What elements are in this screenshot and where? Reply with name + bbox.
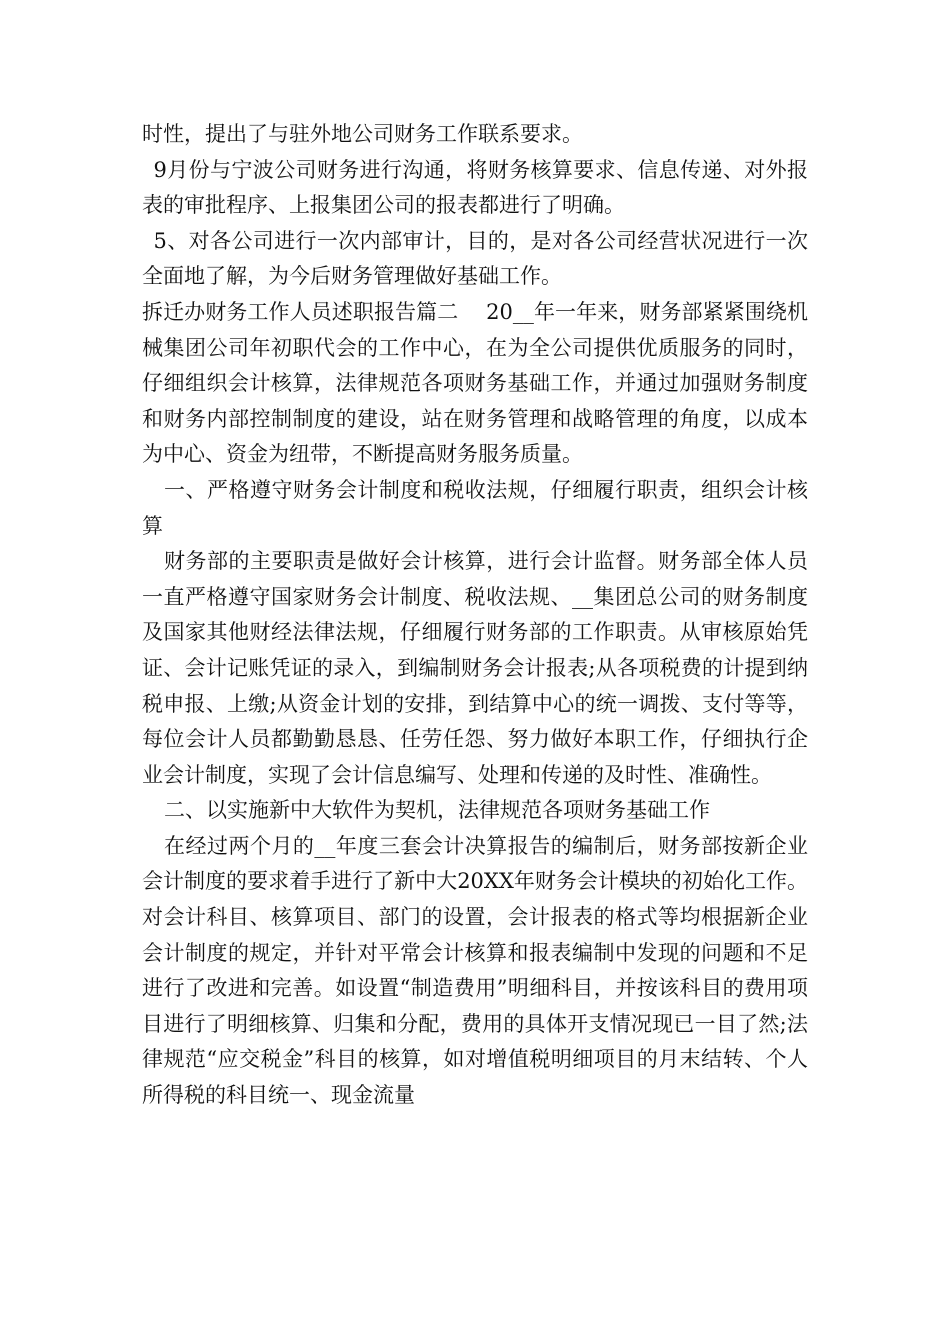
paragraph-7-heading-two: 二、以实施新中大软件为契机，法律规范各项财务基础工作	[164, 798, 711, 823]
paragraph-6: 财务部的主要职责是做好会计核算，进行会计监督。财务部全体人员一直严格遵守国家财务会计制度、税收法规、__集团总公司的财务制度及国家其他财经法律法规，仔细履行财务部的工作职责。从审核原始凭证、会计记账凭证的录入，到编制财务会计报表;从各项税费的计提到纳税申报、上缴;从资金计划的安排，到结算中心的统一调拨、支付等等，每位会计人员都勤勤恳恳、任劳任怨、努力做好本职工作，仔细执行企业会计制度，实现了会计信息编写、处理和传递的及时性、准确性。	[142, 549, 808, 787]
paragraph-1: 时性，提出了与驻外地公司财务工作联系要求。	[142, 122, 583, 146]
paragraph-5-heading-one: 一、严格遵守财务会计制度和税收法规，仔细履行职责，组织会计核算	[142, 477, 808, 538]
paragraph-3: 5、对各公司进行一次内部审计，目的，是对各公司经营状况进行一次全面地了解，为今后财务管理做好基础工作。	[142, 228, 808, 289]
paragraph-2: 9月份与宁波公司财务进行沟通，将财务核算要求、信息传递、对外报表的审批程序、上报集团公司的报表都进行了明确。	[142, 157, 808, 218]
paragraph-4-section-heading: 拆迁办财务工作人员述职报告篇二 20__年一年来，财务部紧紧围绕机械集团公司年初职代会的工作中心，在为全公司提供优质服务的同时，仔细组织会计核算，法律规范各项财务基础工作，并通过加强财务制度和财务内部控制制度的建设，站在财务管理和战略管理的角度，以成本为中心、资金为纽带，不断提高财务服务质量。	[142, 299, 808, 467]
paragraph-8: 在经过两个月的__年度三套会计决算报告的编制后，财务部按新企业会计制度的要求着手进行了新中大20XX年财务会计模块的初始化工作。对会计科目、核算项目、部门的设置，会计报表的格式等均根据新企业会计制度的规定，并针对平常会计核算和报表编制中发现的问题和不足进行了改进和完善。如设置“制造费用”明细科目，并按该科目的费用项目进行了明细核算、归集和分配，费用的具体开支情况现已一目了然;法律规范“应交税金”科目的核算，如对增值税明细项目的月末结转、个人所得税的科目统一、现金流量	[142, 833, 808, 1108]
document-page	[142, 117, 808, 1114]
